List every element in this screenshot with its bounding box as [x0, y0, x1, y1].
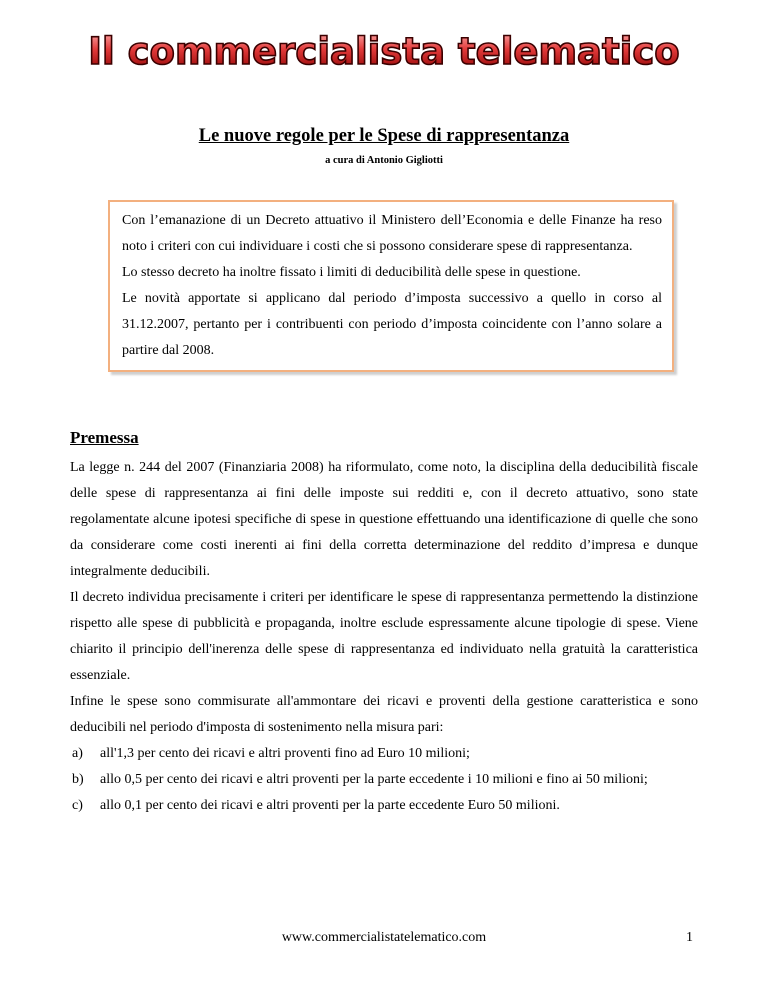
site-logo — [0, 26, 768, 78]
body-paragraph: Il decreto individua precisamente i criteri per identificare le spese di rappresentanza permettendo la distinzione rispetto alle spese di pubblicità e propaganda, inoltre esclude espressamente alcune tipologie di spese. Viene chiarito il principio dell'inerenza delle spese di rappresentanza ed individuato nella gratuità la caratteristica essenziale. — [70, 590, 698, 683]
list-item — [70, 741, 698, 767]
page-number: 1 — [686, 930, 693, 945]
list-item-text: allo 0,5 per cento dei ricavi e altri proventi per la parte eccedente i 10 milioni e fino ai 50 milioni; — [100, 772, 648, 787]
list-item — [70, 793, 698, 819]
section-heading: Premessa — [70, 428, 139, 447]
logo-text: Il commercialista telematico — [88, 30, 680, 73]
body-paragraph: La legge n. 244 del 2007 (Finanziaria 2008) ha riformulato, come noto, la disciplina della deducibilità fiscale delle spese di rappresentanza ai fini delle imposte sui redditi e, con il decreto attuativo, sono state regolamentate alcune ipotesi specifiche di spese in questione effettuando una identificazione di quelle che sono da considerare come costi inerenti ai fini della corretta determinazione del reddito d’impresa e dunque integralmente deducibili. — [70, 460, 698, 579]
body-paragraph: Infine le spese sono commisurate all'ammontare dei ricavi e proventi della gestione caratteristica e sono deducibili nel periodo d'imposta di sostenimento nella misura pari: — [70, 694, 698, 735]
list-marker: a) — [72, 746, 83, 761]
abstract-box — [108, 200, 674, 372]
list-item — [70, 767, 698, 793]
logo-wordmark — [88, 26, 680, 78]
footer-url: www.commercialistatelematico.com — [281, 930, 487, 945]
list-item-text: all'1,3 per cento dei ricavi e altri proventi fino ad Euro 10 milioni; — [100, 746, 470, 761]
list-item-text: allo 0,1 per cento dei ricavi e altri proventi per la parte eccedente Euro 50 milioni. — [100, 798, 560, 813]
section-body — [70, 455, 698, 819]
abstract-paragraph: Le novità apportate si applicano dal periodo d’imposta successivo a quello in corso al 31.12.2007, pertanto per i contribuenti con periodo d’imposta coincidente con l’anno solare a partire dal 2008. — [122, 291, 662, 358]
list-marker: b) — [72, 772, 84, 787]
abstract-paragraph: Con l’emanazione di un Decreto attuativo il Ministero dell’Economia e delle Finanze ha reso noto i criteri con cui individuare i costi che si possono considerare spese di rappresentanza. — [122, 213, 662, 254]
deductibility-list — [70, 741, 698, 819]
abstract-paragraph: Lo stesso decreto ha inoltre fissato i limiti di deducibilità delle spese in questione. — [122, 265, 581, 280]
document-title: Le nuove regole per le Spese di rappresentanza — [198, 126, 570, 146]
document-author: a cura di Antonio Gigliotti — [325, 155, 443, 166]
list-marker: c) — [72, 798, 83, 813]
